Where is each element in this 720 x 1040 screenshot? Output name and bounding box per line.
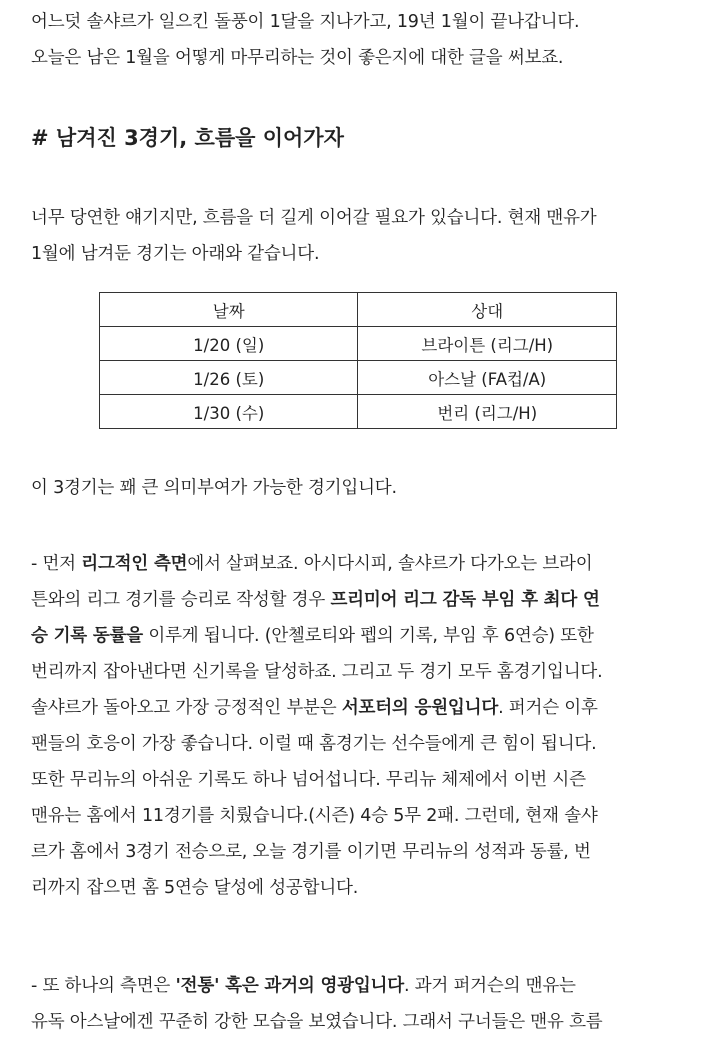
league-line-5 [31, 690, 602, 726]
intro-line-1: 어느덧 솔샤르가 일으킨 돌풍이 1달을 지나가고, 19년 1월이 끝나갑니다. [31, 12, 580, 32]
fixtures-table [99, 292, 617, 429]
league-line-2 [31, 582, 602, 618]
league-line-3-b: 이루게 됩니다. (안첼로티와 펩의 기록, 부임 후 6연승) 또한 [143, 626, 594, 646]
header-date: 날짜 [100, 293, 358, 327]
row-opponent: 아스날 (FA컵/A) [358, 361, 617, 395]
table-row [100, 361, 617, 395]
league-line-2-a: 튼와의 리그 경기를 승리로 작성할 경우 [31, 590, 331, 610]
league-aspect-paragraph [31, 546, 602, 906]
tradition-line-1-bold: '전통' 혹은 과거의 영광입니다 [175, 976, 404, 996]
fixtures-intro-paragraph [31, 200, 597, 272]
tradition-line-1-a: - 또 하나의 측면은 [31, 976, 176, 996]
header-opponent: 상대 [358, 293, 617, 327]
league-line-4: 번리까지 잡아낸다면 신기록을 달성하죠. 그리고 두 경기 모두 홈경기입니다. [31, 662, 603, 682]
league-line-2-bold: 프리미어 리그 감독 부임 후 최다 연 [330, 590, 600, 610]
league-line-6: 팬들의 호응이 가장 좋습니다. 이럴 때 홈경기는 선수들에게 큰 힘이 됩니다. [31, 734, 597, 754]
league-line-3 [31, 618, 602, 654]
row-date: 1/30 (수) [100, 395, 358, 429]
table-header-row [100, 293, 617, 327]
league-line-8: 맨유는 홈에서 11경기를 치뤘습니다.(시즌) 4승 5무 2패. 그런데, 현재 솔샤 [31, 806, 598, 826]
row-opponent: 브라이튼 (리그/H) [358, 327, 617, 361]
tradition-aspect-paragraph [31, 968, 602, 1040]
league-line-9: 르가 홈에서 3경기 전승으로, 오늘 경기를 이기면 무리뉴의 성적과 동률, 번 [31, 842, 591, 862]
fixtures-table-wrapper [99, 292, 617, 429]
fixtures-intro-line-1: 너무 당연한 얘기지만, 흐름을 더 길게 이어갈 필요가 있습니다. 현재 맨유가 [31, 208, 597, 228]
row-opponent: 번리 (리그/H) [358, 395, 617, 429]
league-line-1-a: - 먼저 [31, 554, 82, 574]
league-line-1 [31, 546, 602, 582]
intro-paragraph [31, 4, 579, 76]
significance-paragraph [31, 470, 397, 506]
league-line-1-c: 에서 살펴보죠. 아시다시피, 솔샤르가 다가오는 브라이 [187, 554, 593, 574]
league-line-5-bold: 서포터의 응원입니다 [341, 698, 499, 718]
significance-line: 이 3경기는 꽤 큰 의미부여가 가능한 경기입니다. [31, 478, 397, 498]
league-line-5-c: . 퍼거슨 이후 [498, 698, 598, 718]
league-line-3-bold: 승 기록 동률을 [31, 626, 144, 646]
tradition-line-1 [31, 968, 602, 1004]
intro-line-2: 오늘은 남은 1월을 어떻게 마무리하는 것이 좋은지에 대한 글을 써보죠. [31, 48, 564, 68]
league-line-10: 리까지 잡으면 홈 5연승 달성에 성공합니다. [31, 878, 359, 898]
table-row [100, 327, 617, 361]
section-heading: # 남겨진 3경기, 흐름을 이어가자 [31, 126, 344, 150]
league-line-1-bold: 리그적인 측면 [81, 554, 188, 574]
league-line-5-a: 솔샤르가 돌아오고 가장 긍정적인 부분은 [31, 698, 342, 718]
tradition-line-1-c: . 과거 퍼거슨의 맨유는 [403, 976, 576, 996]
row-date: 1/26 (토) [100, 361, 358, 395]
row-date: 1/20 (일) [100, 327, 358, 361]
tradition-line-2: 유독 아스날에겐 꾸준히 강한 모습을 보였습니다. 그래서 구너들은 맨유 흐름 [31, 1012, 603, 1032]
table-row [100, 395, 617, 429]
fixtures-intro-line-2: 1월에 남겨둔 경기는 아래와 같습니다. [31, 244, 320, 264]
league-line-7: 또한 무리뉴의 아쉬운 기록도 하나 넘어섭니다. 무리뉴 체제에서 이번 시즌 [31, 770, 586, 790]
